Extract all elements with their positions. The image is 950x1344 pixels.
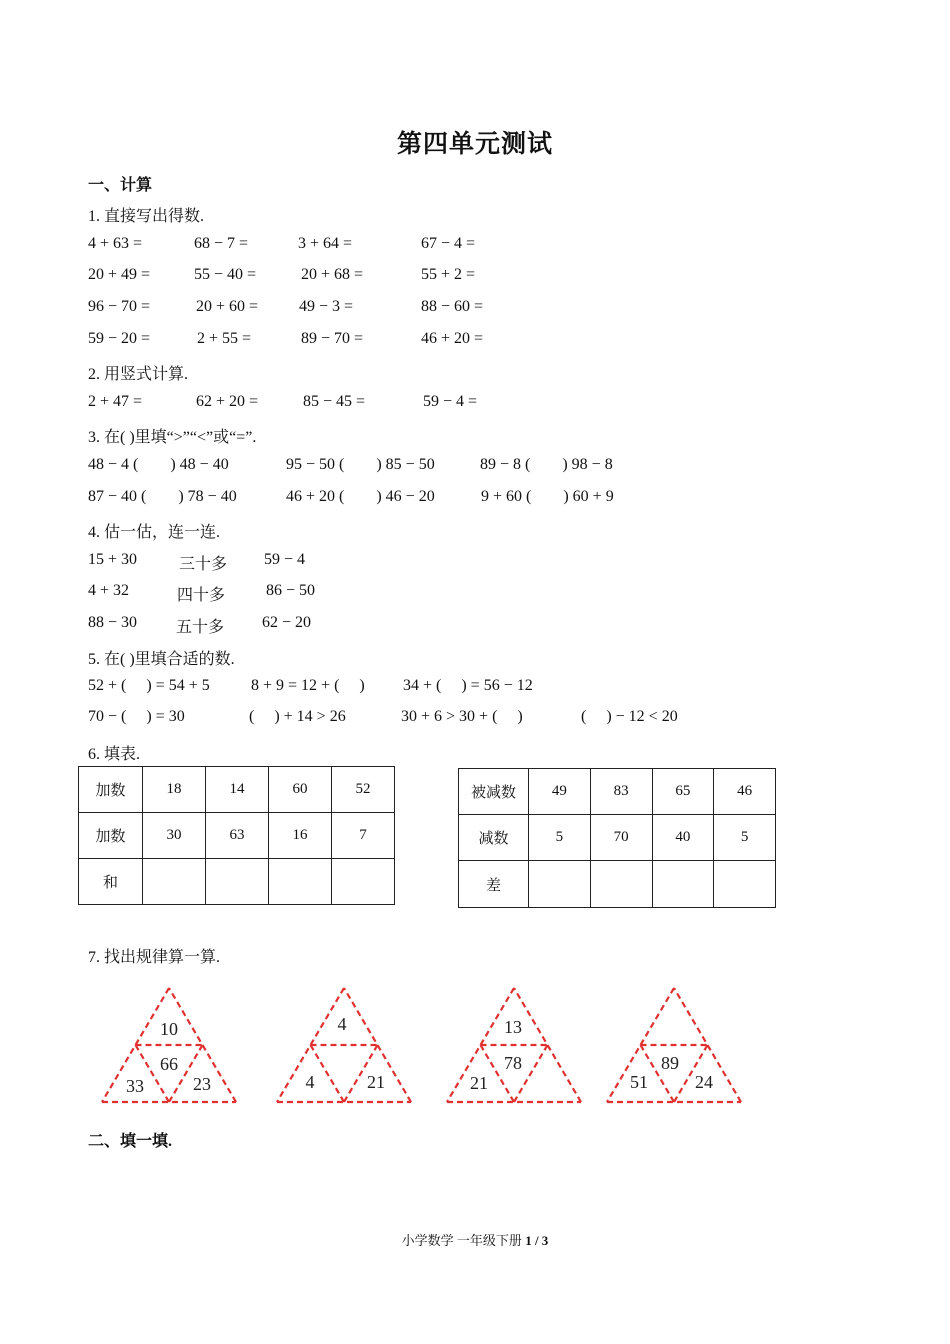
q4-row <box>0 614 950 636</box>
triangle-left-number: 4 <box>305 1072 315 1092</box>
triangle-right-number: 21 <box>367 1072 385 1092</box>
page-title: 第四单元测试 <box>396 131 553 158</box>
q4-estimate: 五十多 <box>176 619 225 636</box>
q4-expr: 4 + 32 <box>88 582 130 599</box>
triangle-top-number: 10 <box>160 1019 178 1039</box>
answer-cell[interactable] <box>529 861 591 908</box>
answer-cell[interactable] <box>269 859 332 905</box>
section-heading-fill: 二、填一填. <box>88 1133 173 1150</box>
triangle-left-number: 51 <box>630 1072 648 1092</box>
table-row <box>459 815 776 861</box>
q3-row <box>0 488 950 510</box>
q5-item: 52 + ( ) = 54 + 5 <box>88 677 210 694</box>
q2-item: 59 − 4 = <box>423 393 478 410</box>
triangle-middle-number: 66 <box>160 1054 178 1074</box>
q3-item: 46 + 20 ( ) 46 − 20 <box>286 488 435 505</box>
q1-item: 4 + 63 = <box>88 235 143 252</box>
page-number: 1 / 3 <box>525 1233 549 1248</box>
q1-row <box>0 235 950 257</box>
table-cell: 49 <box>529 769 591 815</box>
q3-row <box>0 456 950 478</box>
triangle-lines <box>447 988 581 1102</box>
triangle-left-number: 21 <box>470 1073 488 1093</box>
q4-expr: 88 − 30 <box>88 614 138 631</box>
q1-label: 1. 直接写出得数. <box>88 208 205 225</box>
table-cell: 83 <box>590 769 652 815</box>
q1-item: 59 − 20 = <box>88 330 151 347</box>
table-cell: 14 <box>206 767 269 813</box>
q5-item: 30 + 6 > 30 + ( ) <box>401 708 523 725</box>
table-cell: 5 <box>529 815 591 861</box>
q4-expr: 15 + 30 <box>88 551 138 568</box>
q6-label: 6. 填表. <box>88 746 141 763</box>
triangle-puzzle <box>98 984 240 1108</box>
q7-label: 7. 找出规律算一算. <box>88 949 221 966</box>
triangle-puzzle <box>443 984 585 1108</box>
q4-expr: 62 − 20 <box>262 614 312 631</box>
q5-item: 8 + 9 = 12 + ( ) <box>251 677 365 694</box>
q1-item: 46 + 20 = <box>421 330 484 347</box>
triangle-top-number: 13 <box>504 1017 522 1037</box>
table-row <box>79 859 395 905</box>
q5-row <box>0 677 950 699</box>
table-cell: 差 <box>459 861 529 908</box>
table-cell: 60 <box>269 767 332 813</box>
table-cell: 被减数 <box>459 769 529 815</box>
q1-item: 55 + 2 = <box>421 266 476 283</box>
q1-item: 20 + 68 = <box>301 266 364 283</box>
table-cell: 65 <box>652 769 714 815</box>
dashed-line <box>311 1045 345 1102</box>
table-cell: 16 <box>269 813 332 859</box>
table-cell: 46 <box>714 769 776 815</box>
q1-item: 3 + 64 = <box>298 235 353 252</box>
q3-item: 95 − 50 ( ) 85 − 50 <box>286 456 435 473</box>
q1-item: 89 − 70 = <box>301 330 364 347</box>
q2-item: 62 + 20 = <box>196 393 259 410</box>
q1-item: 96 − 70 = <box>88 298 151 315</box>
answer-cell[interactable] <box>652 861 714 908</box>
table-cell: 30 <box>143 813 206 859</box>
q2-item: 2 + 47 = <box>88 393 143 410</box>
triangle-middle-number: 89 <box>661 1053 679 1073</box>
q1-item: 68 − 7 = <box>194 235 249 252</box>
table-cell: 和 <box>79 859 143 905</box>
q1-row <box>0 266 950 288</box>
triangle-middle-number: 78 <box>504 1053 522 1073</box>
q4-estimate: 三十多 <box>179 556 228 573</box>
q1-row <box>0 330 950 352</box>
q5-label: 5. 在( )里填合适的数. <box>88 651 235 668</box>
table-row <box>459 861 776 908</box>
table-cell: 40 <box>652 815 714 861</box>
triangle-lines <box>102 988 236 1102</box>
q1-item: 20 + 60 = <box>196 298 259 315</box>
q4-expr: 59 − 4 <box>264 551 306 568</box>
q3-label: 3. 在( )里填“>”“<”或“=”. <box>88 429 257 446</box>
footer-text: 小学数学 一年级下册 <box>401 1233 526 1248</box>
page-footer <box>0 1230 950 1249</box>
triangle-lines <box>607 988 741 1102</box>
q3-item: 48 − 4 ( ) 48 − 40 <box>88 456 229 473</box>
answer-cell[interactable] <box>714 861 776 908</box>
q2-item: 85 − 45 = <box>303 393 366 410</box>
q1-item: 49 − 3 = <box>299 298 354 315</box>
answer-cell[interactable] <box>590 861 652 908</box>
q4-label: 4. 估一估，连一连. <box>88 524 221 541</box>
triangle-right-number: 23 <box>193 1074 211 1094</box>
table-cell: 70 <box>590 815 652 861</box>
table-row <box>459 769 776 815</box>
table-cell: 加数 <box>79 767 143 813</box>
q5-item: ( ) − 12 < 20 <box>581 708 678 725</box>
q1-item: 55 − 40 = <box>194 266 257 283</box>
section-heading-calc: 一、计算 <box>88 177 153 194</box>
table-cell: 18 <box>143 767 206 813</box>
table-cell: 52 <box>332 767 395 813</box>
q5-row <box>0 708 950 730</box>
q1-item: 20 + 49 = <box>88 266 151 283</box>
q4-expr: 86 − 50 <box>266 582 316 599</box>
q2-row <box>0 393 950 415</box>
triangle-puzzle <box>603 984 745 1108</box>
q1-item: 88 − 60 = <box>421 298 484 315</box>
q5-item: 34 + ( ) = 56 − 12 <box>403 677 533 694</box>
triangle-lines <box>277 988 411 1102</box>
table-row <box>79 767 395 813</box>
table-cell: 加数 <box>79 813 143 859</box>
triangle-right-number: 24 <box>695 1072 713 1092</box>
q5-item: 70 − ( ) = 30 <box>88 708 185 725</box>
q2-label: 2. 用竖式计算. <box>88 366 189 383</box>
table-cell: 63 <box>206 813 269 859</box>
q3-item: 87 − 40 ( ) 78 − 40 <box>88 488 237 505</box>
q1-item: 2 + 55 = <box>197 330 252 347</box>
subtraction-table <box>458 768 776 908</box>
answer-cell[interactable] <box>206 859 269 905</box>
q4-estimate: 四十多 <box>177 587 226 604</box>
q1-item: 67 − 4 = <box>421 235 476 252</box>
answer-cell[interactable] <box>332 859 395 905</box>
table-cell: 减数 <box>459 815 529 861</box>
table-cell: 5 <box>714 815 776 861</box>
table-cell: 7 <box>332 813 395 859</box>
q3-item: 9 + 60 ( ) 60 + 9 <box>481 488 614 505</box>
addition-table <box>78 766 395 905</box>
table-row <box>79 813 395 859</box>
answer-cell[interactable] <box>143 859 206 905</box>
q5-item: ( ) + 14 > 26 <box>249 708 346 725</box>
q4-row <box>0 551 950 573</box>
q3-item: 89 − 8 ( ) 98 − 8 <box>480 456 613 473</box>
q1-row <box>0 298 950 320</box>
triangle-left-number: 33 <box>126 1076 144 1096</box>
triangle-puzzle <box>273 984 415 1108</box>
q4-row <box>0 582 950 604</box>
triangle-top-number: 4 <box>337 1014 347 1034</box>
